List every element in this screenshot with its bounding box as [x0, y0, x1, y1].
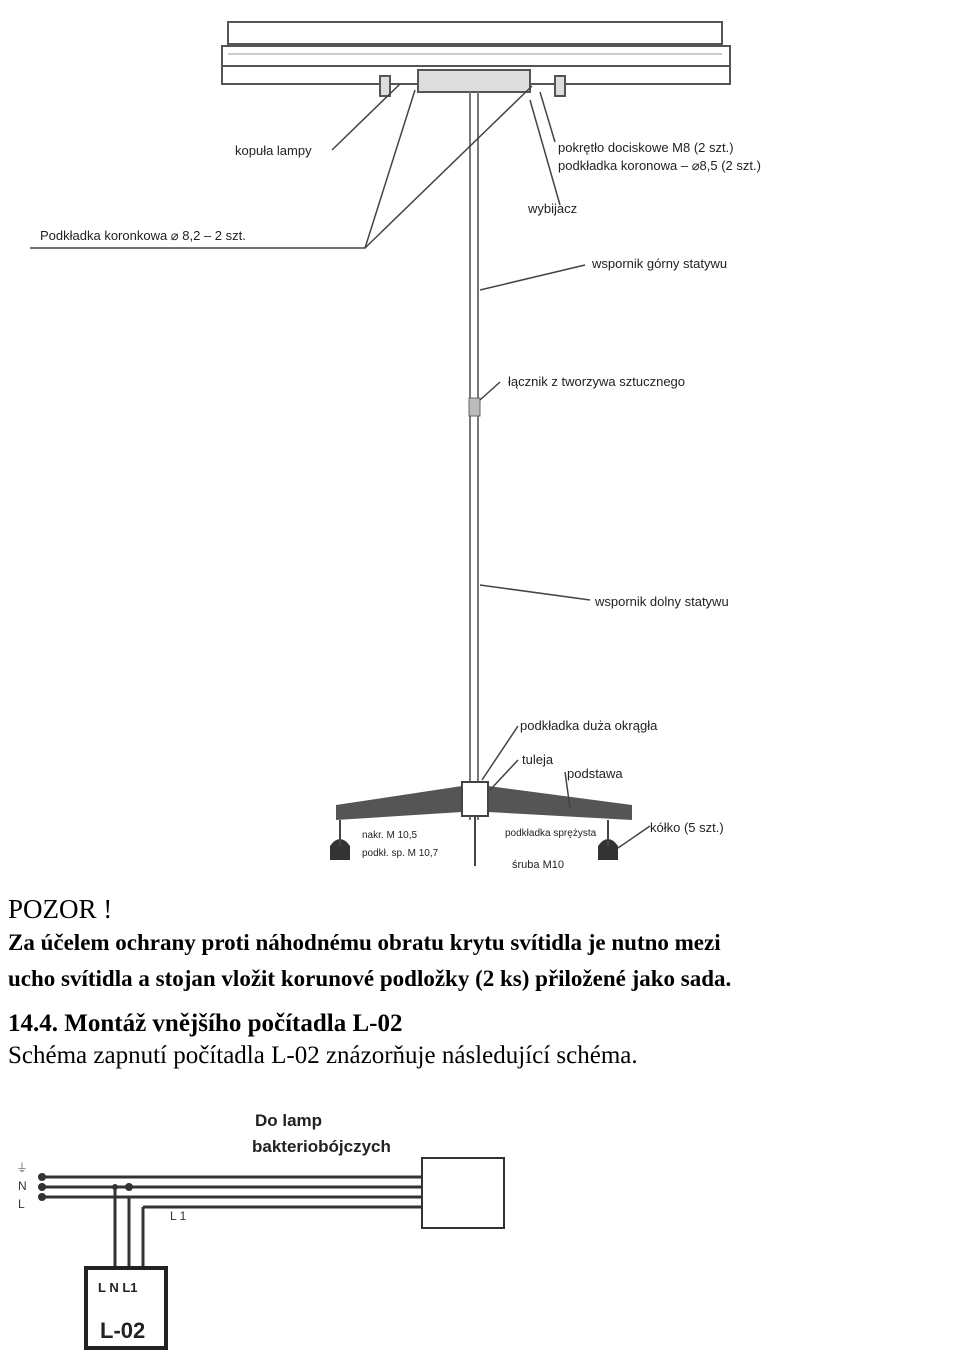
label-washers-right: podkładka koronowa – ⌀8,5 (2 szt.): [558, 158, 761, 173]
wire-bus: [42, 1177, 422, 1268]
terminal-n-label: N: [18, 1179, 27, 1193]
label-to-lamps-line2: bakteriobójczych: [252, 1137, 391, 1156]
label-sleeve: tuleja: [522, 752, 554, 767]
terminal-ground-label: ⏚: [16, 1161, 29, 1175]
counter-label: L-02: [100, 1318, 146, 1343]
warning-text-line2: ucho svítidla a stojan vložit korunové podložky (2 ks) přiložené jako sada.: [8, 966, 732, 991]
lamp-box: [422, 1158, 504, 1228]
label-nut-center-1: podkładka sprężysta: [505, 828, 597, 839]
wiring-diagram: [0, 1100, 520, 1352]
label-bolts: pokrętło dociskowe M8 (2 szt.): [558, 140, 734, 155]
leader-lines: [30, 84, 650, 848]
label-lamp-cover: kopuła lampy: [235, 143, 312, 158]
stand-pole: [469, 92, 480, 820]
label-lower-support: wspornik dolny statywu: [595, 594, 729, 609]
label-nut-center-2: śruba M10: [512, 859, 564, 871]
label-ejector: wybijacz: [528, 201, 578, 216]
label-base: podstawa: [567, 766, 623, 781]
terminal-l-label: L: [18, 1197, 25, 1211]
warning-title: POZOR !: [8, 894, 113, 924]
label-washer-left: Podkładka koronkowa ⌀ 8,2 – 2 szt.: [40, 228, 246, 243]
counter-l02-box: [86, 1268, 166, 1348]
counter-terminal-labels: L N L1: [98, 1280, 138, 1295]
label-l1-line: L 1: [170, 1209, 187, 1223]
label-to-lamps-line1: Do lamp: [255, 1111, 323, 1130]
label-large-washer: podkładka duża okrągła: [520, 718, 658, 733]
label-upper-support: wspornik górny statywu: [592, 256, 728, 271]
section-heading: 14.4. Montáž vnějšího počítadla L-02: [8, 1010, 403, 1037]
warning-text-line1: Za účelem ochrany proti náhodnému obratu krytu svítidla je nutno mezi: [8, 930, 721, 955]
label-plastic-connector: łącznik z tworzywa sztucznego: [508, 374, 686, 389]
label-nut-left-1: nakr. M 10,5: [362, 830, 418, 841]
section-text: Schéma zapnutí počítadla L-02 znázorňuje následující schéma.: [8, 1042, 638, 1069]
label-wheels: kółko (5 szt.): [650, 820, 724, 835]
label-nut-left-2: podkł. sp. M 10,7: [362, 848, 439, 859]
